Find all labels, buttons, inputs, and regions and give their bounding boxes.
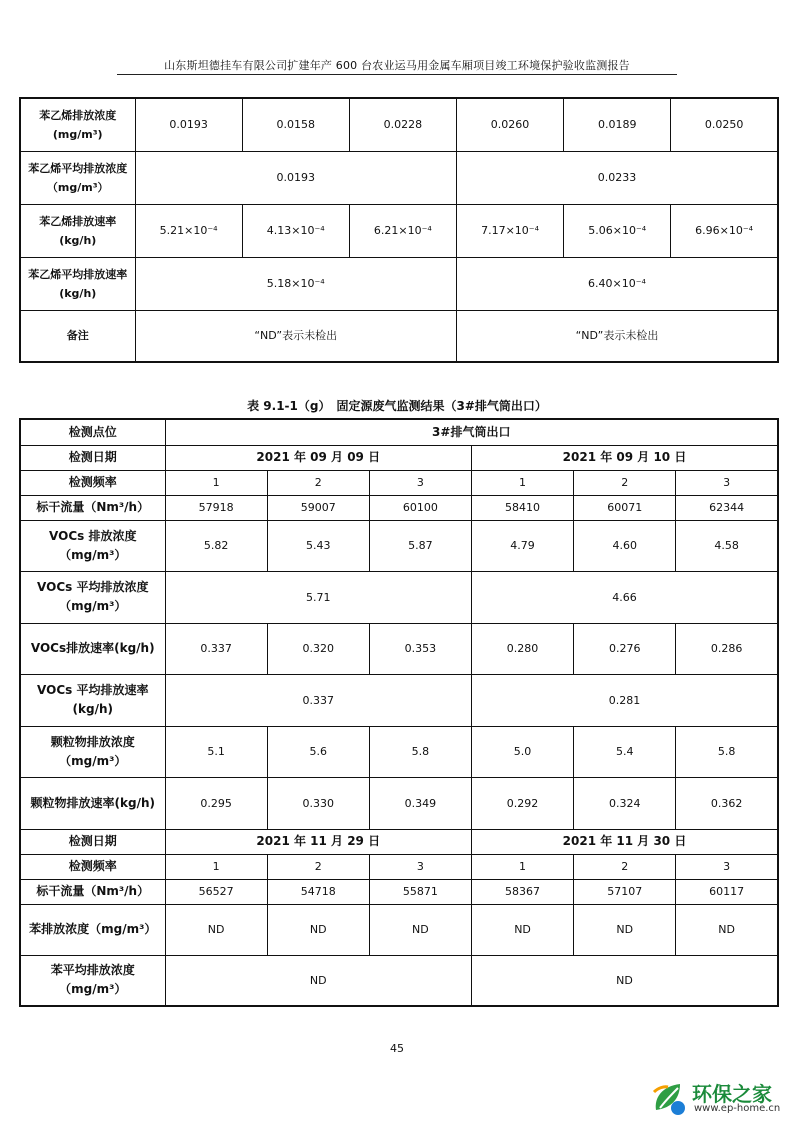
- cell: 5.1: [165, 726, 267, 777]
- cell: 57107: [574, 879, 676, 904]
- cell: 5.06×10⁻⁴: [564, 204, 671, 257]
- cell: 6.21×10⁻⁴: [349, 204, 456, 257]
- cell: 1: [471, 854, 573, 879]
- cell: 0.337: [165, 623, 267, 674]
- cell: 3#排气筒出口: [165, 419, 778, 445]
- cell: 0.330: [267, 777, 369, 829]
- table-row: [20, 955, 778, 1006]
- cell: 6.40×10⁻⁴: [456, 257, 778, 310]
- cell: “ND”表示未检出: [456, 310, 778, 362]
- cell: 2: [574, 854, 676, 879]
- cell: 5.43: [267, 520, 369, 571]
- table-row: [20, 98, 778, 151]
- table-caption: 表 9.1-1（g） 固定源废气监测结果（3#排气筒出口）: [247, 399, 547, 413]
- cell: ND: [676, 904, 778, 955]
- table-row: [20, 445, 778, 470]
- cell: ND: [369, 904, 471, 955]
- table-row: [20, 879, 778, 904]
- table-row: [20, 310, 778, 362]
- table-row: [20, 623, 778, 674]
- cell: 0.353: [369, 623, 471, 674]
- table-row: [20, 829, 778, 854]
- cell: 4.60: [574, 520, 676, 571]
- cell: 0.362: [676, 777, 778, 829]
- cell: 1: [471, 470, 573, 495]
- cell: 0.276: [574, 623, 676, 674]
- cell: 0.337: [165, 674, 471, 726]
- cell: “ND”表示未检出: [135, 310, 456, 362]
- cell: 2021 年 11 月 29 日: [165, 829, 471, 854]
- row-label: 苯乙烯平均排放速率(kg/h): [20, 257, 135, 310]
- cell: 0.0233: [456, 151, 778, 204]
- row-label: 苯乙烯排放速率(kg/h): [20, 204, 135, 257]
- cell: 0.0228: [349, 98, 456, 151]
- cell: 60100: [369, 495, 471, 520]
- voc-monitoring-table: [19, 418, 779, 1007]
- cell: 5.8: [369, 726, 471, 777]
- cell: 3: [369, 854, 471, 879]
- cell: 5.6: [267, 726, 369, 777]
- cell: 0.349: [369, 777, 471, 829]
- row-label: 检测频率: [20, 470, 165, 495]
- row-label: 苯平均排放浓度（mg/m³）: [20, 955, 165, 1006]
- cell: 0.0193: [135, 151, 456, 204]
- cell: 3: [369, 470, 471, 495]
- row-label: 苯乙烯平均排放浓度（mg/m³）: [20, 151, 135, 204]
- row-label: 检测日期: [20, 445, 165, 470]
- cell: 0.292: [471, 777, 573, 829]
- cell: 0.0250: [671, 98, 778, 151]
- row-label: 苯排放浓度（mg/m³）: [20, 904, 165, 955]
- cell: 2: [267, 470, 369, 495]
- cell: 62344: [676, 495, 778, 520]
- cell: 1: [165, 470, 267, 495]
- table-row: [20, 904, 778, 955]
- cell: 5.87: [369, 520, 471, 571]
- page-number: 45: [390, 1042, 404, 1055]
- cell: 1: [165, 854, 267, 879]
- cell: 58410: [471, 495, 573, 520]
- cell: ND: [267, 904, 369, 955]
- cell: 5.21×10⁻⁴: [135, 204, 242, 257]
- cell: 59007: [267, 495, 369, 520]
- cell: 54718: [267, 879, 369, 904]
- table-row: [20, 204, 778, 257]
- table-row: [20, 495, 778, 520]
- row-label: 苯乙烯排放浓度(mg/m³): [20, 98, 135, 151]
- table-row: [20, 726, 778, 777]
- row-label: 颗粒物排放浓度（mg/m³）: [20, 726, 165, 777]
- cell: 5.18×10⁻⁴: [135, 257, 456, 310]
- cell: 4.58: [676, 520, 778, 571]
- logo-name: 环保之家: [692, 1082, 772, 1106]
- cell: 3: [676, 470, 778, 495]
- row-label: 颗粒物排放速率(kg/h): [20, 777, 165, 829]
- table-row: [20, 777, 778, 829]
- cell: 5.8: [676, 726, 778, 777]
- cell: 5.0: [471, 726, 573, 777]
- cell: 5.82: [165, 520, 267, 571]
- table-row: [20, 854, 778, 879]
- cell: 0.0158: [242, 98, 349, 151]
- row-label: 检测日期: [20, 829, 165, 854]
- cell: 58367: [471, 879, 573, 904]
- cell: 2: [574, 470, 676, 495]
- cell: 0.295: [165, 777, 267, 829]
- row-label: VOCs 平均排放速率(kg/h): [20, 674, 165, 726]
- row-label: VOCs排放速率(kg/h): [20, 623, 165, 674]
- page-header: 山东斯坦德挂车有限公司扩建年产 600 台农业运马用金属车厢项目竣工环境保护验收监测报告: [164, 59, 630, 72]
- cell: 0.0193: [135, 98, 242, 151]
- cell: 5.71: [165, 571, 471, 623]
- logo-url: www.ep-home.cn: [694, 1103, 781, 1114]
- cell: 0.286: [676, 623, 778, 674]
- cell: ND: [165, 955, 471, 1006]
- cell: 4.66: [471, 571, 778, 623]
- row-label: VOCs 平均排放浓度（mg/m³）: [20, 571, 165, 623]
- cell: 2: [267, 854, 369, 879]
- cell: 0.281: [471, 674, 778, 726]
- row-label: 备注: [20, 310, 135, 362]
- cell: 0.320: [267, 623, 369, 674]
- table-row: [20, 151, 778, 204]
- row-label: 标干流量（Nm³/h）: [20, 879, 165, 904]
- cell: 0.0189: [564, 98, 671, 151]
- cell: 60117: [676, 879, 778, 904]
- cell: 0.324: [574, 777, 676, 829]
- row-label: 检测点位: [20, 419, 165, 445]
- row-label: 标干流量（Nm³/h）: [20, 495, 165, 520]
- cell: 57918: [165, 495, 267, 520]
- cell: 56527: [165, 879, 267, 904]
- cell: 3: [676, 854, 778, 879]
- table-row: [20, 470, 778, 495]
- row-label: 检测频率: [20, 854, 165, 879]
- cell: 6.96×10⁻⁴: [671, 204, 778, 257]
- cell: ND: [471, 904, 573, 955]
- cell: 55871: [369, 879, 471, 904]
- cell: 5.4: [574, 726, 676, 777]
- watermark-logo: [650, 1078, 790, 1118]
- row-label: VOCs 排放浓度（mg/m³）: [20, 520, 165, 571]
- cell: 2021 年 11 月 30 日: [471, 829, 778, 854]
- cell: 0.280: [471, 623, 573, 674]
- cell: 0.0260: [456, 98, 563, 151]
- leaf-logo-icon: [650, 1080, 688, 1116]
- cell: 2021 年 09 月 09 日: [165, 445, 471, 470]
- cell: ND: [471, 955, 778, 1006]
- table-row: [20, 419, 778, 445]
- cell: ND: [165, 904, 267, 955]
- table-row: [20, 674, 778, 726]
- cell: 7.17×10⁻⁴: [456, 204, 563, 257]
- cell: 2021 年 09 月 10 日: [471, 445, 778, 470]
- styrene-table: [19, 97, 779, 363]
- cell: 60071: [574, 495, 676, 520]
- table-row: [20, 520, 778, 571]
- cell: ND: [574, 904, 676, 955]
- header-rule: [117, 74, 677, 75]
- cell: 4.79: [471, 520, 573, 571]
- cell: 4.13×10⁻⁴: [242, 204, 349, 257]
- table-row: [20, 571, 778, 623]
- table-row: [20, 257, 778, 310]
